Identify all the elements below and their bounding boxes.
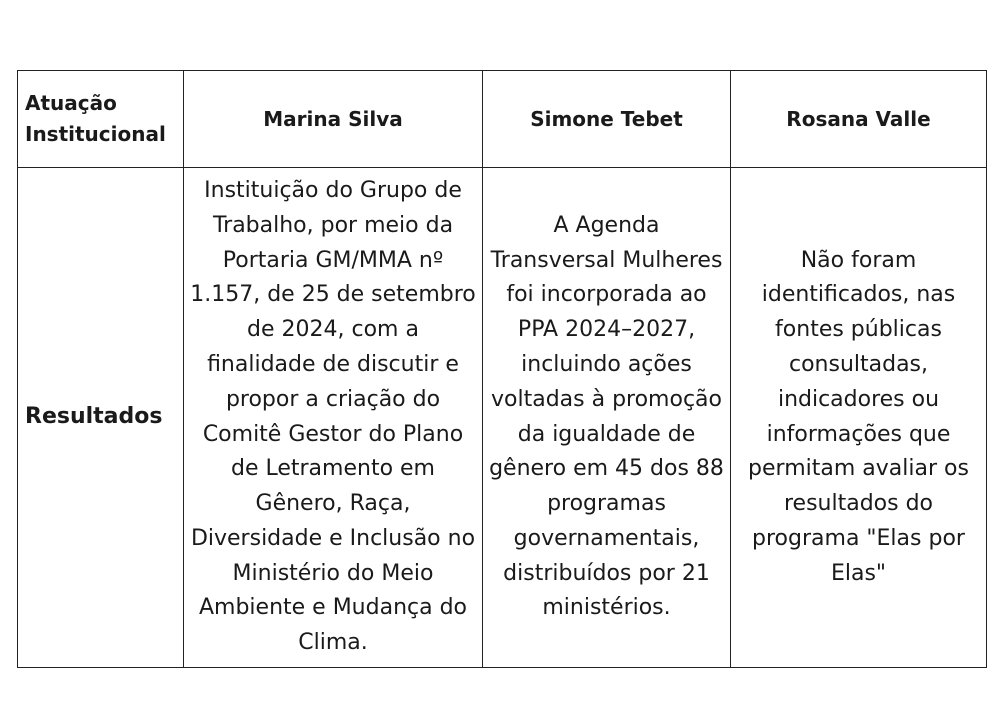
table-header-row (18, 71, 987, 168)
cell-marina-silva-results: Instituição do Grupo de Trabalho, por meio da Portaria GM/MMA nº 1.157, de 25 de setembro de 2024, com a finalidade de discutir e propor a criação do Comitê Gestor do Plano de Letramento em Gênero, Raça, Diversidade e Inclusão no Ministério do Meio Ambiente e Mudança do Clima. (184, 168, 483, 668)
header-cell-simone-tebet: Simone Tebet (483, 71, 731, 168)
table-row (18, 168, 987, 668)
cell-rosana-valle-results: Não foram identificados, nas fontes públicas consultadas, indicadores ou informações que permitam avaliar os resultados do programa "Elas por Elas" (731, 168, 987, 668)
header-cell-rosana-valle: Rosana Valle (731, 71, 987, 168)
header-cell-marina-silva: Marina Silva (184, 71, 483, 168)
comparison-table (17, 70, 987, 668)
header-cell-institutional-role: Atuação Institucional (18, 71, 184, 168)
row-label-results: Resultados (18, 168, 184, 668)
cell-simone-tebet-results: A Agenda Transversal Mulheres foi incorporada ao PPA 2024–2027, incluindo ações voltadas à promoção da igualdade de gênero em 45 dos 88 programas governamentais, distribuídos por 21 ministérios. (483, 168, 731, 668)
